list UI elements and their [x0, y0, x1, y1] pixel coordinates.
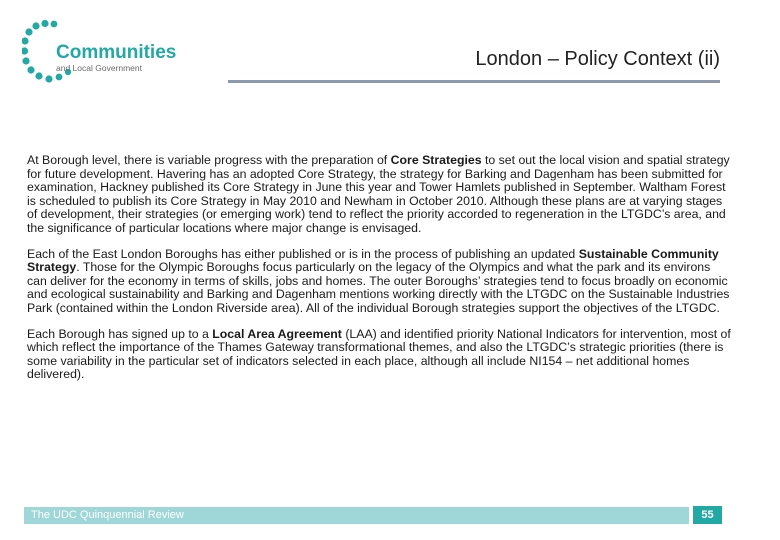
paragraph-text: At Borough level, there is variable progress with the preparation of: [27, 153, 391, 167]
paragraph-community-strategy: [27, 248, 733, 316]
footer-bar: [24, 507, 689, 524]
paragraph-text: Each Borough has signed up to a: [27, 326, 213, 341]
body-text: [27, 154, 733, 394]
title-divider: [228, 80, 720, 83]
paragraph-core-strategies: [27, 154, 733, 236]
paragraph-text: (LAA) and identified priority National Indicators for intervention, most of which reflect the importance of the Thames Gateway transformational themes, and also the LTGDC’s strategic priorities (there is some variability in the particular set of indicators selected in each place, although all include NI154 – net additional homes delivered).: [27, 326, 731, 382]
communities-logo: [22, 20, 212, 84]
paragraph-text: to set out the local vision and spatial strategy for future development. Havering has an adopted Core Strategy, the strategy for Barking and Dagenham has been submitted for examination, Hackney published its Core Strategy in June this year and Tower Hamlets published in September. Waltham Forest is scheduled to publish its Core Strategy in May 2010 and Newham in October 2010. Although these plans are at varying stages of development, their strategies (or emerging work) tend to reflect the priority accorded to regeneration in the LTGDC’s area, and the significance of particular locations where major change is envisaged.: [27, 153, 730, 235]
bold-term: Core Strategies: [390, 153, 482, 167]
footer-text: The UDC Quinquennial Review: [31, 509, 184, 521]
page-title: London – Policy Context (ii): [475, 48, 720, 70]
bold-term: Local Area Agreement: [212, 326, 342, 341]
page-number: 55: [693, 506, 722, 524]
paragraph-text: Each of the East London Boroughs has either published or is in the process of publishing an updated: [27, 246, 579, 261]
paragraph-text: . Those for the Olympic Boroughs focus particularly on the legacy of the Olympics and what the park and its environs can deliver for the economy in terms of skills, jobs and homes. The outer Boroughs’ strategies tend to focus broadly on economic and ecological sustainability and Barking and Dagenham mentions working directly with the LTGDC on the Sustainable Industries Park (contained within the London Riverside area). All of the individual Borough strategies support the objectives of the LTGDC.: [27, 260, 730, 315]
bold-term: Sustainable Community Strategy: [27, 246, 719, 275]
logo-line-2: and Local Government: [56, 63, 142, 73]
paragraph-local-area-agreement: [27, 328, 733, 382]
logo-line-1: Communities: [56, 42, 177, 63]
